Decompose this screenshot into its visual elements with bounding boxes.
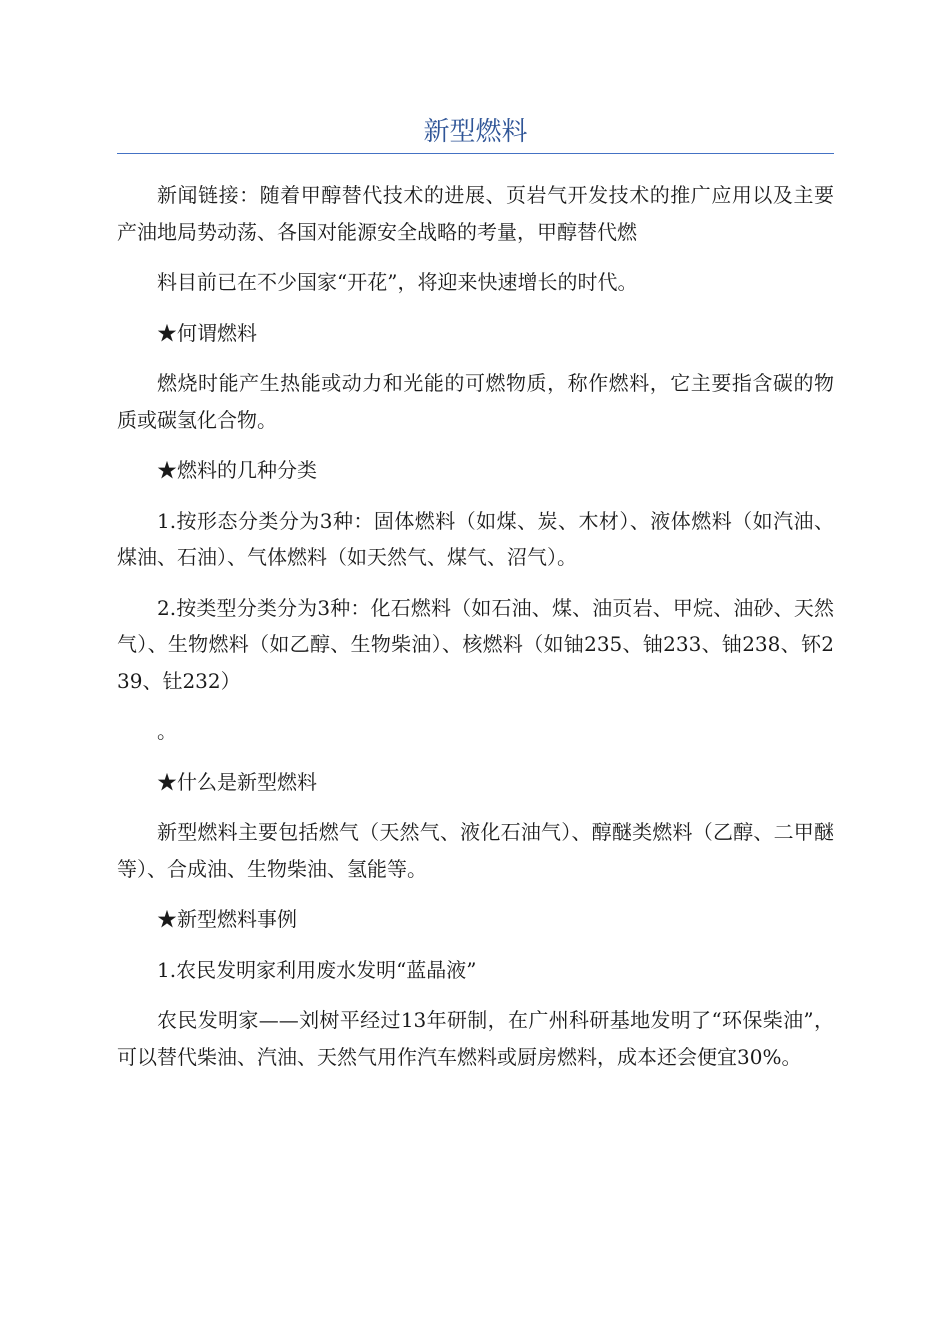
paragraph-example-one-detail: 农民发明家——刘树平经过13年研制，在广州科研基地发明了“环保柴油”，可以替代柴油、汽油、天然气用作汽车燃料或厨房燃料，成本还会便宜30%。 [117, 1008, 834, 1069]
section-heading-new-fuel-examples: ★新型燃料事例 [157, 907, 297, 931]
paragraph-category-by-type: 2.按类型分类分为3种：化石燃料（如石油、煤、油页岩、甲烷、油砂、天然气）、生物燃料（如乙醇、生物柴油）、核燃料（如铀235、铀233、铀238、钚239、钍232） [117, 595, 834, 693]
page-title: 新型燃料 [423, 117, 528, 147]
paragraph-news-link-continued: 料目前已在不少国家“开花”，将迎来快速增长的时代。 [157, 270, 638, 294]
document-body [117, 177, 834, 1075]
paragraph-fuel-definition: 燃烧时能产生热能或动力和光能的可燃物质，称作燃料，它主要指含碳的物质或碳氢化合物。 [117, 371, 834, 432]
paragraph-period: 。 [157, 719, 177, 743]
section-heading-new-fuel: ★什么是新型燃料 [157, 769, 317, 794]
section-heading-what-is-fuel: ★何谓燃料 [157, 320, 257, 345]
paragraph-new-fuel-types: 新型燃料主要包括燃气（天然气、液化石油气）、醇醚类燃料（乙醇、二甲醚等）、合成油、生物柴油、氢能等。 [117, 820, 834, 881]
paragraph-example-one-title: 1.农民发明家利用废水发明“蓝晶液” [157, 957, 477, 982]
paragraph-category-by-form: 1.按形态分类分为3种：固体燃料（如煤、炭、木材）、液体燃料（如汽油、煤油、石油）、气体燃料（如天然气、煤气、沼气）。 [117, 508, 834, 569]
title-underline [117, 153, 834, 154]
paragraph-news-link: 新闻链接：随着甲醇替代技术的进展、页岩气开发技术的推广应用以及主要产油地局势动荡、各国对能源安全战略的考量，甲醇替代燃 [117, 183, 834, 244]
section-heading-fuel-categories: ★燃料的几种分类 [157, 458, 317, 482]
